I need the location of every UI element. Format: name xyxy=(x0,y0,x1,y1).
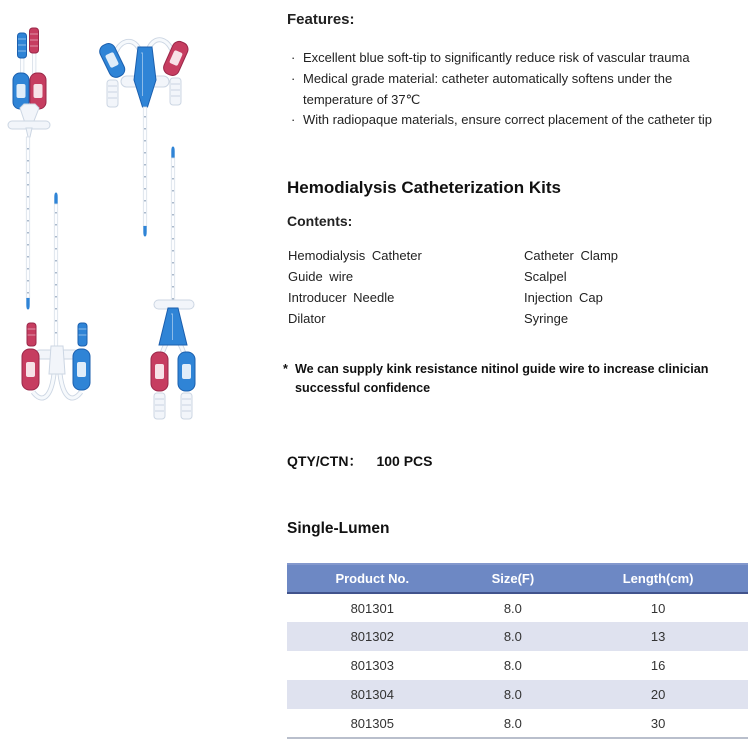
spec-table-body xyxy=(287,593,748,738)
product-photo-catheters xyxy=(0,0,280,520)
catheter-tip-up-left xyxy=(22,193,90,399)
table-row xyxy=(287,622,748,651)
table-cell: 801303 xyxy=(350,658,394,673)
column-header: Product No. xyxy=(287,564,458,593)
note-text: We can supply kink resistance nitinol guide wire to increase clinician successful confidence xyxy=(295,362,709,395)
contents-item: Dilator xyxy=(288,311,326,326)
features-list xyxy=(287,48,739,131)
contents-item: Hemodialysis Catheter xyxy=(288,248,422,263)
table-row xyxy=(287,680,748,709)
table-cell: 801302 xyxy=(350,629,394,644)
feature-item xyxy=(287,48,739,69)
table-cell: 8.0 xyxy=(503,687,522,702)
catheter-dual-connectors-up xyxy=(8,28,50,310)
table-cell: 801305 xyxy=(287,709,458,738)
table-cell: 8.0 xyxy=(503,658,522,673)
table-cell: 13 xyxy=(650,629,666,644)
catheter-tip-up-right xyxy=(151,147,195,420)
table-row xyxy=(287,709,748,738)
qty-per-carton xyxy=(287,451,433,471)
feature-text: Medical grade material: catheter automatically softens under the temperature of 37℃ xyxy=(303,70,673,107)
column-header: Length(cm) xyxy=(568,564,748,593)
contents-item: Scalpel xyxy=(524,269,567,284)
qty-value: 100 PCS xyxy=(376,453,433,469)
catheter-y-hub-tip-down xyxy=(97,39,190,236)
table-row xyxy=(287,651,748,680)
contents-item: Syringe xyxy=(524,311,569,326)
spec-table xyxy=(287,563,748,739)
qty-label: QTY/CTN： xyxy=(287,453,363,469)
table-cell: 20 xyxy=(650,687,666,702)
contents-list xyxy=(288,245,748,329)
note-asterisk-icon: * xyxy=(283,362,288,376)
contents-item: Injection Cap xyxy=(524,290,603,305)
column-header: Size(F) xyxy=(458,564,569,593)
table-cell: 30 xyxy=(568,709,748,738)
feature-text: Excellent blue soft-tip to significantly reduce risk of vascular trauma xyxy=(303,50,690,65)
table-cell: 8.0 xyxy=(503,600,522,616)
bullet-icon: · xyxy=(291,70,296,86)
feature-item xyxy=(287,110,739,131)
note xyxy=(283,360,743,397)
table-row xyxy=(287,593,748,622)
product-details xyxy=(283,0,750,750)
feature-item xyxy=(287,69,739,111)
bullet-icon: · xyxy=(291,50,296,65)
contents-item: Catheter Clamp xyxy=(524,248,619,263)
contents-item: Guide wire xyxy=(288,269,354,284)
table-cell: 10 xyxy=(650,600,666,616)
bullet-icon: · xyxy=(291,112,296,128)
contents-heading: Contents: xyxy=(287,213,353,229)
contents-column-left xyxy=(288,245,524,329)
table-cell: 8.0 xyxy=(458,709,569,738)
feature-text: With radiopaque materials, ensure correct placement of the catheter tip xyxy=(303,112,712,128)
spec-table-header-row xyxy=(287,564,748,593)
table-cell: 16 xyxy=(650,658,666,673)
table-cell: 8.0 xyxy=(503,629,522,644)
table-cell: 801304 xyxy=(350,687,394,702)
table-cell: 801301 xyxy=(350,600,394,616)
contents-column-right xyxy=(524,245,618,329)
contents-item: Introducer Needle xyxy=(288,290,395,305)
features-heading: Features: xyxy=(287,11,355,28)
single-lumen-heading: Single-Lumen xyxy=(287,520,390,537)
kit-title: Hemodialysis Catheterization Kits xyxy=(287,178,561,197)
